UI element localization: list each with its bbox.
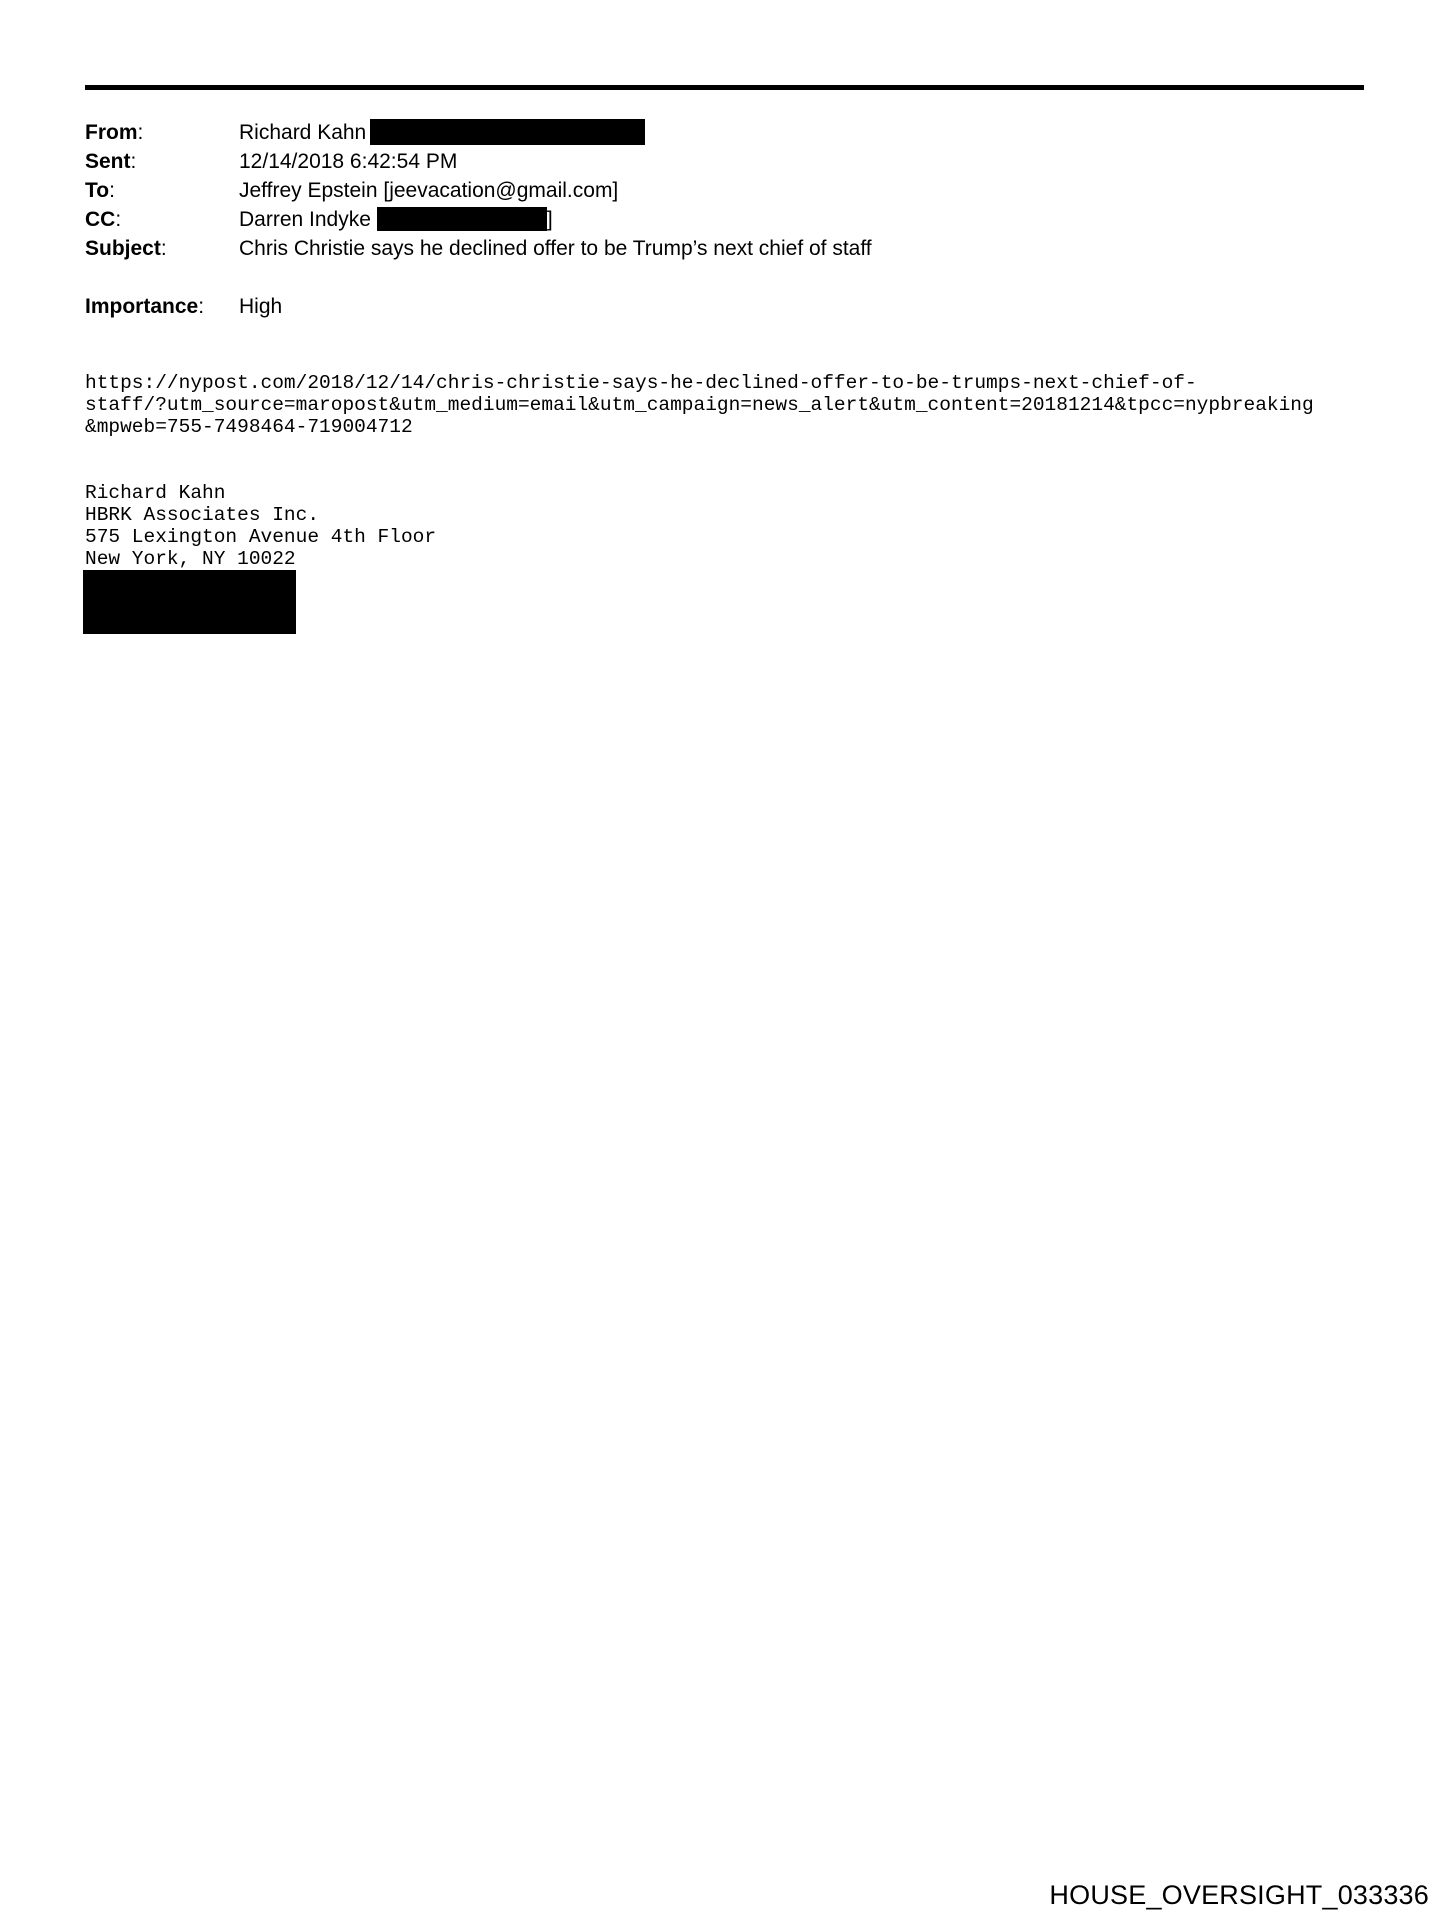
- redaction-box: [83, 570, 296, 634]
- redaction-box: [370, 119, 645, 145]
- signature-city: New York, NY 10022: [85, 548, 296, 570]
- signature-block: [85, 482, 436, 570]
- importance-label: Importance:: [85, 295, 205, 318]
- subject-value: Chris Christie says he declined offer to be Trump’s next chief of staff: [239, 237, 872, 260]
- importance-value: High: [239, 295, 283, 318]
- cc-value: Darren Indyke ]: [239, 208, 553, 231]
- signature-name: Richard Kahn: [85, 482, 226, 504]
- to-value: Jeffrey Epstein [jeevacation@gmail.com]: [239, 179, 619, 202]
- url-line: staff/?utm_source=maropost&utm_medium=email&utm_campaign=news_alert&utm_content=20181214&tpcc=nypbreaking: [85, 394, 1314, 416]
- sent-label: Sent:: [85, 150, 137, 173]
- bates-number: HOUSE_OVERSIGHT_033336: [1049, 1880, 1429, 1910]
- cc-label: CC:: [85, 208, 122, 231]
- signature-company: HBRK Associates Inc.: [85, 504, 320, 526]
- url-line: https://nypost.com/2018/12/14/chris-christie-says-he-declined-offer-to-be-trumps-next-chief-of-: [85, 372, 1197, 394]
- from-label: From:: [85, 121, 144, 144]
- subject-label: Subject:: [85, 237, 167, 260]
- header-divider: [85, 85, 1364, 90]
- to-label: To:: [85, 179, 115, 202]
- from-value: Richard Kahn: [239, 118, 645, 147]
- url-line: &mpweb=755-7498464-719004712: [85, 416, 413, 438]
- sent-value: 12/14/2018 6:42:54 PM: [239, 150, 458, 173]
- redaction-box: [377, 207, 547, 231]
- signature-address: 575 Lexington Avenue 4th Floor: [85, 526, 437, 548]
- article-link[interactable]: [85, 372, 1314, 438]
